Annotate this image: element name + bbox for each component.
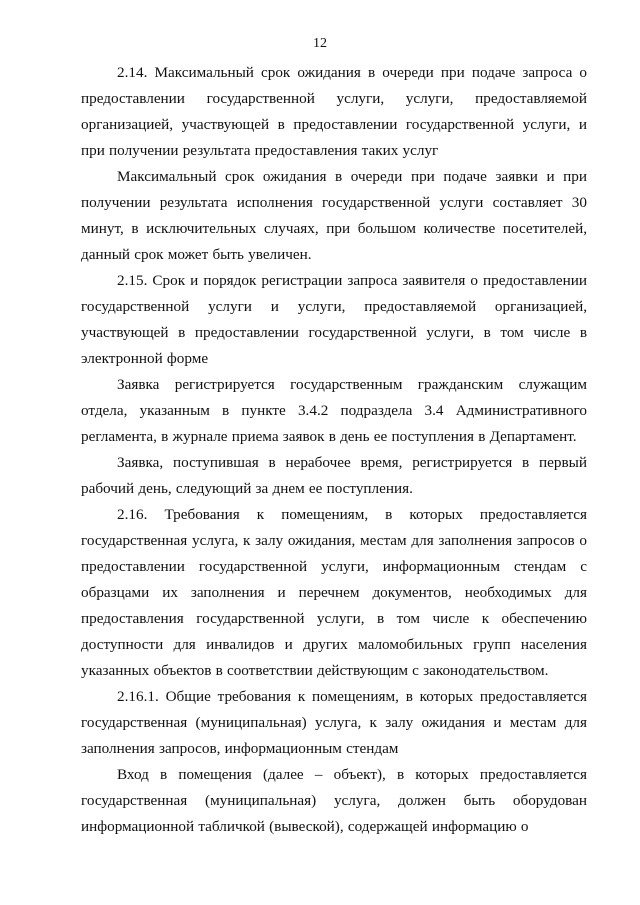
section-2-14-heading: 2.14. Максимальный срок ожидания в очереди при подаче запроса о предоставлении государственной услуги, услуги, предоставляемой организацией, участвующей в предоставлении государственной услуги, и при получении результата предоставления таких услуг (81, 64, 587, 159)
paragraph-waiting-time: Максимальный срок ожидания в очереди при подаче заявки и при получении результата исполнения государственной услуги составляет 30 минут, в исключительных случаях, при большом количестве посетителей, данный срок может быть увеличен. (81, 168, 587, 263)
section-2-15-heading: 2.15. Срок и порядок регистрации запроса заявителя о предоставлении государственной услуги и услуги, предоставляемой организацией, участвующей в предоставлении государственной услуги, в том числе в электронной форме (81, 272, 587, 367)
document-body (81, 60, 587, 840)
paragraph-registration: Заявка регистрируется государственным гражданским служащим отдела, указанным в пункте 3.4.2 подраздела 3.4 Административного регламента, в журнале приема заявок в день ее поступления в Департамент. (81, 376, 587, 445)
section-2-16-1-heading: 2.16.1. Общие требования к помещениям, в которых предоставляется государственная (муниципальная) услуга, к залу ожидания и местам для заполнения запросов, информационным стендам (81, 688, 587, 757)
paragraph-nonworking-time: Заявка, поступившая в нерабочее время, регистрируется в первый рабочий день, следующий за днем ее поступления. (81, 454, 587, 497)
paragraph-entrance: Вход в помещения (далее – объект), в которых предоставляется государственная (муниципальная) услуга, должен быть оборудован информационной табличкой (вывеской), содержащей информацию о (81, 766, 587, 835)
section-2-16-heading: 2.16. Требования к помещениям, в которых предоставляется государственная услуга, к залу ожидания, местам для заполнения запросов о предоставлении государственной услуги, информационным стендам с образцами их заполнения и перечнем документов, необходимых для предоставления государственной услуги, в том числе к обеспечению доступности для инвалидов и других маломобильных групп населения указанных объектов в соответствии действующим с законодательством. (81, 506, 587, 679)
page-number: 12 (313, 36, 327, 51)
